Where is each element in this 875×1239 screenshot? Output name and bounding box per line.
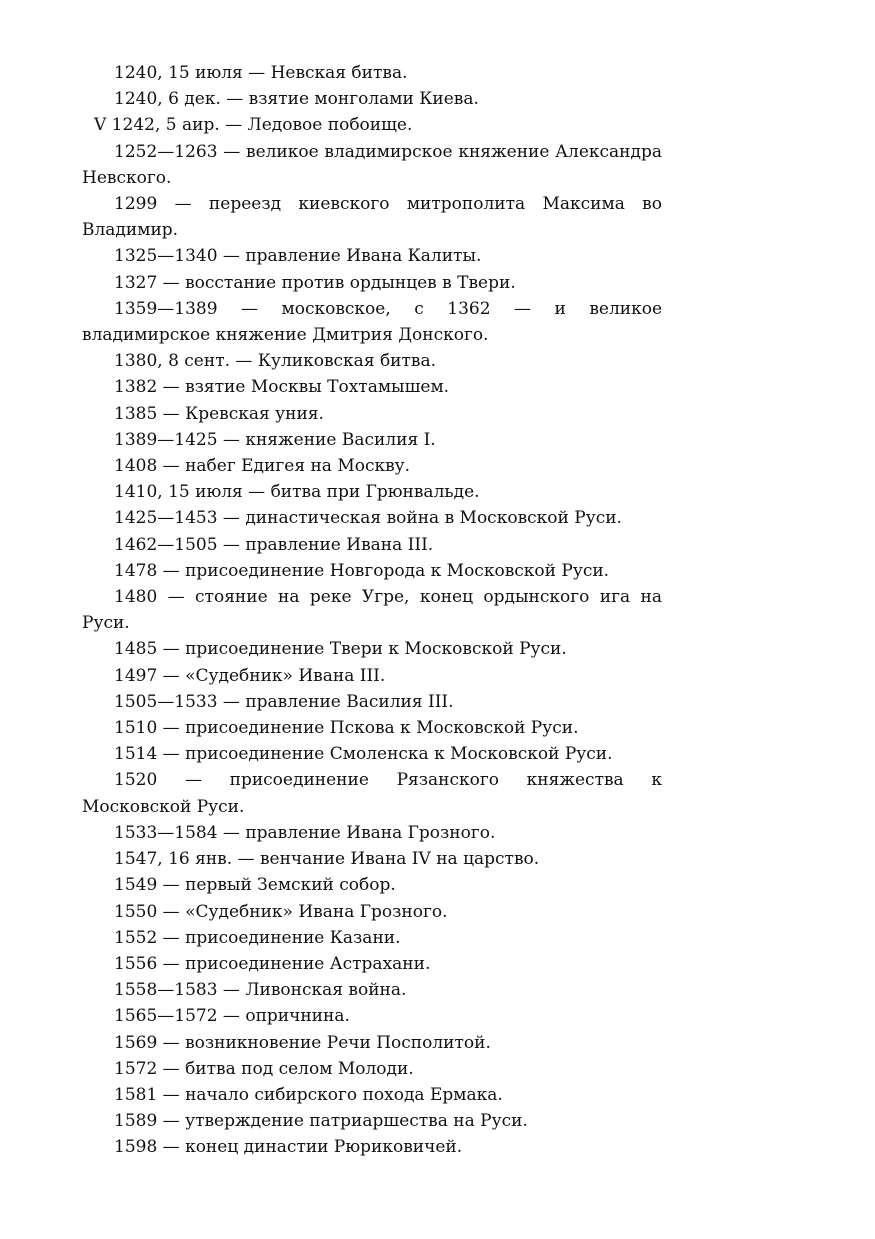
chronology-entry: 1514 — присоединение Смоленска к Московской Руси.	[114, 744, 613, 765]
chronology-entry: 1299 — переезд киевского митрополита Максима во Владимир.	[82, 194, 662, 241]
chronology-entry: 1359—1389 — московское, с 1362 — и великое владимирское княжение Дмитрия Донского.	[82, 298, 662, 346]
chronology-entry: 1385 — Кревская уния.	[114, 403, 324, 424]
chronology-entry: 1389—1425 — княжение Василия I.	[114, 429, 436, 450]
chronology-entry: 1410, 15 июля — битва при Грюнвальде.	[114, 482, 480, 503]
chronology-entry: 1565—1572 — опричнина.	[114, 1006, 350, 1027]
chronology-entry: 1480 — стояние на реке Угре, конец ордынского ига на Руси.	[82, 587, 662, 634]
chronology-entry: 1550 — «Судебник» Ивана Грозного.	[114, 901, 448, 922]
chronology-entry: 1425—1453 — династическая война в Московской Руси.	[114, 508, 622, 529]
chronology-entry: V 1242, 5 аир. — Ледовое побоище.	[94, 115, 413, 136]
chronology-entry: 1572 — битва под селом Молоди.	[114, 1058, 414, 1079]
chronology-entry: 1533—1584 — правление Ивана Грозного.	[114, 822, 496, 843]
chronology-entry: 1240, 6 дек. — взятие монголами Киева.	[114, 89, 479, 110]
chronology-entry: 1520 — присоединение Рязанского княжества к Московской Руси.	[82, 770, 662, 817]
chronology-entry: 1325—1340 — правление Ивана Калиты.	[114, 246, 482, 267]
chronology-entry: 1547, 16 янв. — венчание Ивана IV на царство.	[114, 849, 540, 870]
chronology-entry: 1558—1583 — Ливонская война.	[114, 980, 407, 1001]
chronology-entry: 1569 — возникновение Речи Посполитой.	[114, 1032, 491, 1053]
chronology-entry: 1380, 8 сент. — Куликовская битва.	[114, 351, 437, 372]
chronology-entry: 1549 — первый Земский собор.	[114, 875, 396, 896]
chronology-entry: 1485 — присоединение Твери к Московской Руси.	[114, 639, 567, 660]
chronology-list	[82, 60, 662, 1161]
chronology-entry: 1510 — присоединение Пскова к Московской Руси.	[114, 718, 579, 739]
chronology-entry: 1581 — начало сибирского похода Ермака.	[114, 1084, 503, 1105]
chronology-entry: 1598 — конец династии Рюриковичей.	[114, 1137, 463, 1158]
chronology-entry: 1252—1263 — великое владимирское княжение Александра Невского.	[82, 141, 662, 188]
chronology-entry: 1556 — присоединение Астрахани.	[114, 953, 431, 974]
chronology-entry: 1327 — восстание против ордынцев в Твери.	[114, 272, 516, 293]
chronology-entry: 1408 — набег Едигея на Москву.	[114, 456, 411, 477]
chronology-entry: 1240, 15 июля — Невская битва.	[114, 63, 408, 83]
chronology-entry: 1382 — взятие Москвы Тохтамышем.	[114, 377, 450, 398]
chronology-entry: 1478 — присоединение Новгорода к Московской Руси.	[114, 560, 610, 581]
chronology-entry: 1462—1505 — правление Ивана III.	[114, 534, 434, 555]
chronology-entry: 1497 — «Судебник» Ивана III.	[114, 665, 386, 686]
chronology-entry: 1589 — утверждение патриаршества на Руси.	[114, 1111, 528, 1132]
chronology-entry: 1552 — присоединение Казани.	[114, 927, 401, 948]
chronology-entry: 1505—1533 — правление Василия III.	[114, 691, 454, 712]
